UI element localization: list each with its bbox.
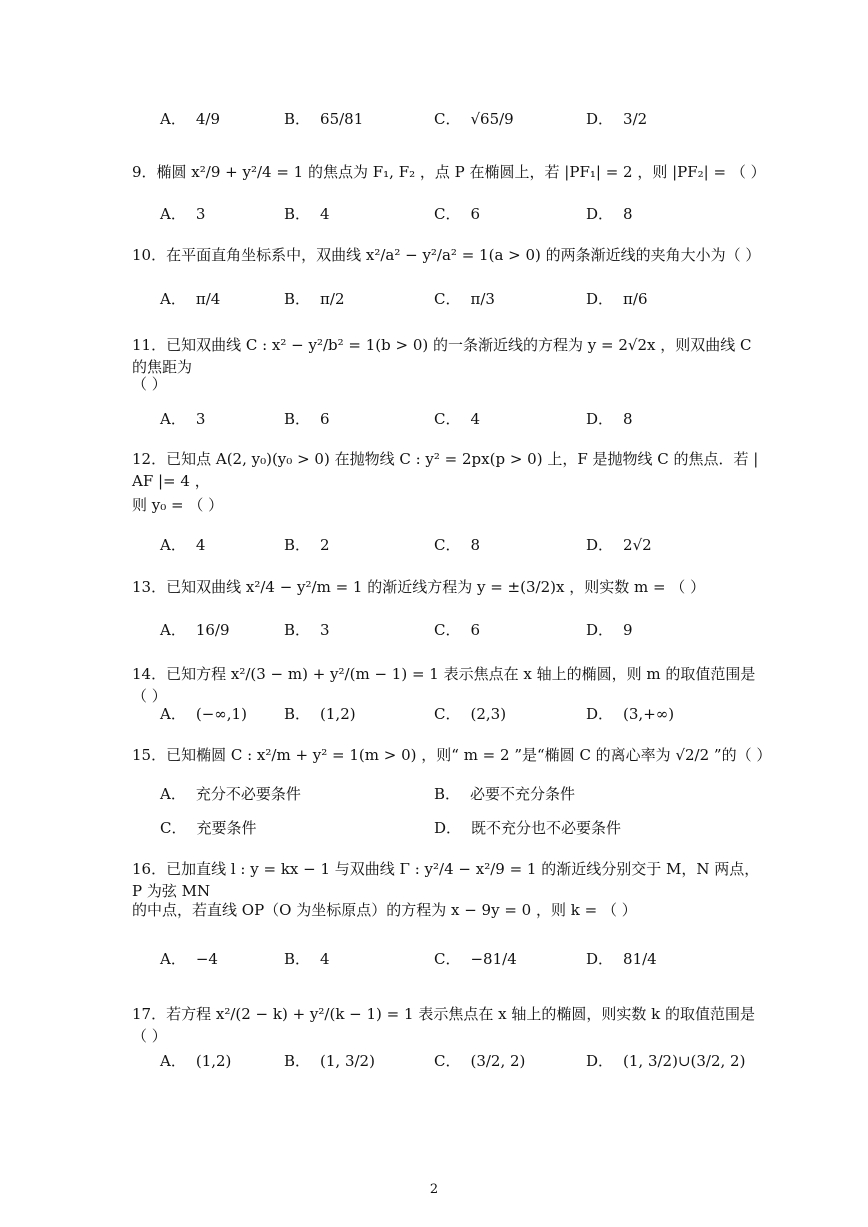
option-d: D． 3/2 [586, 110, 648, 128]
option-d: D． 2√2 [586, 536, 652, 554]
option-b: B． π/2 [284, 290, 345, 308]
question-9-options [0, 203, 868, 247]
option-b: B． 必要不充分条件 [434, 785, 576, 803]
question-11-stem-cont: （ ） [132, 375, 167, 393]
option-a: A． −4 [160, 950, 218, 968]
option-d: D． 8 [586, 410, 633, 428]
question-13-stem: 13．已知双曲线 x²/4 − y²/m = 1 的渐近线方程为 y = ±(3/2)x ，则实数 m = （ ） [132, 578, 706, 596]
option-a: A． 3 [160, 205, 206, 223]
option-b: B． 4 [284, 950, 330, 968]
option-c: C． 6 [434, 205, 481, 223]
option-d: D． 既不充分也不必要条件 [434, 819, 622, 837]
question-12-stem: 12．已知点 A(2, y₀)(y₀ > 0) 在抛物线 C : y² = 2px(p > 0) 上，F 是抛物线 C 的焦点．若 | AF |= 4 ， [132, 450, 759, 490]
question-11-options [0, 408, 868, 452]
question-16-options [0, 948, 868, 992]
q8-options [0, 108, 868, 152]
option-a: A． 16/9 [160, 621, 230, 639]
option-d: D． 8 [586, 205, 633, 223]
question-12-options [0, 534, 868, 578]
question-10-stem: 10．在平面直角坐标系中，双曲线 x²/a² − y²/a² = 1(a > 0) 的两条渐近线的夹角大小为（ ） [132, 246, 761, 264]
option-b: B． 6 [284, 410, 330, 428]
option-b: B． 65/81 [284, 110, 364, 128]
question-16-stem-cont: 的中点，若直线 OP（O 为坐标原点）的方程为 x − 9y = 0 ，则 k = （ ） [132, 901, 637, 919]
option-a: A． (1,2) [160, 1052, 232, 1070]
option-c: C． 8 [434, 536, 481, 554]
question-14-stem: 14．已知方程 x²/(3 − m) + y²/(m − 1) = 1 表示焦点在 x 轴上的椭圆，则 m 的取值范围是（ ） [132, 665, 756, 705]
option-a: A． 4 [160, 536, 206, 554]
question-14-options [0, 703, 868, 747]
option-c: C． 充要条件 [160, 819, 257, 837]
question-9-stem: 9．椭圆 x²/9 + y²/4 = 1 的焦点为 F₁, F₂ ，点 P 在椭圆上，若 |PF₁| = 2 ，则 |PF₂| = （ ） [132, 163, 766, 181]
option-c: C． 4 [434, 410, 481, 428]
option-c: C． 6 [434, 621, 481, 639]
option-b: B． 4 [284, 205, 330, 223]
option-d: D． 81/4 [586, 950, 657, 968]
question-10-options [0, 288, 868, 332]
question-13-options [0, 619, 868, 663]
option-a: A． 3 [160, 410, 206, 428]
option-d: D． (1, 3/2)∪(3/2, 2) [586, 1052, 746, 1070]
option-b: B． (1,2) [284, 705, 356, 723]
question-16-stem: 16．已加直线 l : y = kx − 1 与双曲线 Γ : y²/4 − x²/9 = 1 的渐近线分别交于 M，N 两点，P 为弦 MN [132, 860, 760, 900]
question-15-options-row2 [0, 817, 868, 861]
option-c: C． √65/9 [434, 110, 514, 128]
option-b: B． (1, 3/2) [284, 1052, 375, 1070]
option-a: A． 充分不必要条件 [160, 785, 301, 803]
option-c: C． (2,3) [434, 705, 507, 723]
question-12-stem-cont: 则 y₀ = （ ） [132, 496, 224, 514]
question-11-stem: 11．已知双曲线 C : x² − y²/b² = 1(b > 0) 的一条渐近线的方程为 y = 2√2x ，则双曲线 C 的焦距为 [132, 336, 752, 376]
option-d: D． 9 [586, 621, 633, 639]
option-c: C． π/3 [434, 290, 495, 308]
option-d: D． π/6 [586, 290, 648, 308]
option-c: C． −81/4 [434, 950, 517, 968]
option-d: D． (3,+∞) [586, 705, 675, 723]
option-b: B． 2 [284, 536, 330, 554]
option-c: C． (3/2, 2) [434, 1052, 526, 1070]
option-b: B． 3 [284, 621, 330, 639]
option-a: A． (−∞,1) [160, 705, 247, 723]
page-number: 2 [429, 1182, 439, 1197]
question-17-stem: 17．若方程 x²/(2 − k) + y²/(k − 1) = 1 表示焦点在 x 轴上的椭圆，则实数 k 的取值范围是（ ） [132, 1005, 755, 1045]
option-a: A． 4/9 [160, 110, 220, 128]
question-17-options [0, 1050, 868, 1094]
question-15-stem: 15．已知椭圆 C : x²/m + y² = 1(m > 0) ，则“ m = 2 ”是“椭圆 C 的离心率为 √2/2 ”的（ ） [132, 746, 772, 764]
option-a: A． π/4 [160, 290, 221, 308]
